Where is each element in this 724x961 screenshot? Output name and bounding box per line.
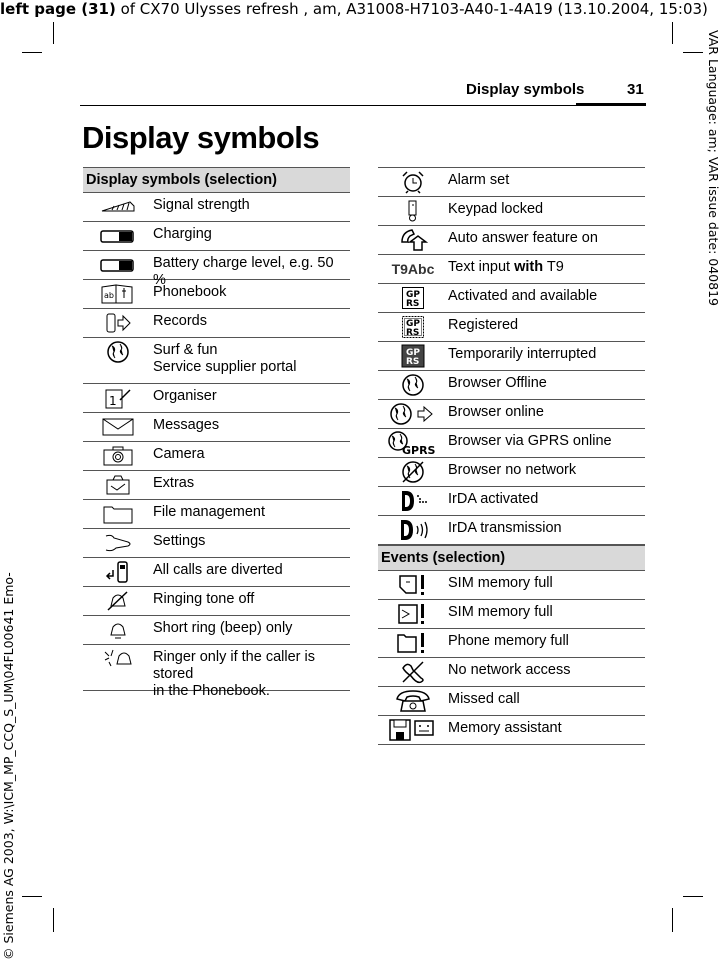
table-row: SIM memory full [378, 571, 645, 600]
folder-icon [83, 500, 153, 524]
table-row: Short ring (beep) only [83, 616, 350, 645]
table-row: Browser Offline [378, 371, 645, 400]
table-row: Surf & fun Service supplier portal [83, 338, 350, 384]
table-row: Battery charge level, e.g. 50 % [83, 251, 350, 280]
table-row: GPRS Browser via GPRS online [378, 429, 645, 458]
running-header-title: Display symbols [466, 81, 585, 98]
copyright-note: © Siemens AG 2003, W:\ICM_MP_CCQ_S_UM\04FL00641 Emo- [1, 572, 16, 960]
svg-text:ab: ab [104, 290, 114, 300]
globe-icon [83, 338, 153, 362]
table-row: Missed call [378, 687, 645, 716]
organiser-icon [83, 384, 153, 408]
svg-text:GP: GP [406, 347, 420, 358]
table-row: GP RS Registered [378, 313, 645, 342]
display-symbols-table-continued [378, 167, 645, 745]
table-row: IrDA activated [378, 487, 645, 516]
bell-short-icon [83, 616, 153, 640]
header-rule-accent [576, 103, 646, 106]
table-row: Extras [83, 471, 350, 500]
table-row: GP RS Activated and available [378, 284, 645, 313]
call-divert-icon [83, 558, 153, 582]
phonebook-icon [83, 280, 153, 304]
table-row: Auto answer feature on [378, 226, 645, 255]
table-row: Browser online [378, 400, 645, 429]
memory-assistant-icon [378, 716, 448, 740]
table-row: Keypad locked [378, 197, 645, 226]
charging-battery-icon [83, 222, 153, 246]
table-row: ab Phonebook [83, 280, 350, 309]
irda-activated-icon [378, 487, 448, 511]
table-row: All calls are diverted [83, 558, 350, 587]
page-title: Display symbols [82, 120, 320, 155]
crop-mark [672, 908, 673, 932]
camera-icon [83, 442, 153, 466]
table-row: No network access [378, 658, 645, 687]
table-row: File management [83, 500, 350, 529]
table-row: Signal strength [83, 193, 350, 222]
browser-no-network-icon [378, 458, 448, 482]
crop-mark [53, 908, 54, 932]
table-row: Ringer only if the caller is stored in the Phonebook. [83, 645, 350, 691]
table-row: Alarm set [378, 168, 645, 197]
document-ref: of CX70 Ulysses refresh , am, A31008-H7103-A40-1-4A19 (13.10.2004, 15:03) [115, 0, 708, 18]
crop-mark [22, 52, 42, 53]
language-note: VAR Language: am; VAR issue date: 040819 [706, 30, 721, 306]
table-row: T9Abc Text input with T9 [378, 255, 645, 284]
no-network-icon [378, 658, 448, 682]
missed-call-icon [378, 687, 448, 711]
gprs-interrupted-icon [378, 342, 448, 366]
signal-strength-icon [83, 193, 153, 217]
battery-level-icon [83, 251, 153, 275]
wrench-icon [83, 529, 153, 553]
t9-icon: T9Abc [391, 260, 435, 277]
svg-text:GP: GP [406, 318, 420, 329]
table-row: Camera [83, 442, 350, 471]
table-row: Browser no network [378, 458, 645, 487]
table-row: Ringing tone off [83, 587, 350, 616]
display-symbols-table [83, 167, 350, 699]
irda-transmission-icon [378, 516, 448, 540]
extras-icon [83, 471, 153, 495]
events-heading: Events (selection) [378, 545, 645, 571]
table-row: Phone memory full [378, 629, 645, 658]
table-row: Messages [83, 413, 350, 442]
bell-phonebook-icon [83, 645, 153, 669]
table-row: SIM memory full [378, 600, 645, 629]
header-rule [80, 105, 646, 106]
svg-text:GPRS: GPRS [402, 443, 436, 455]
svg-text:RS: RS [406, 298, 420, 309]
alarm-clock-icon [378, 168, 448, 192]
table-row: IrDA transmission [378, 516, 645, 545]
table-row: GP RS Temporarily interrupted [378, 342, 645, 371]
svg-text:RS: RS [406, 356, 420, 367]
browser-offline-icon [378, 371, 448, 395]
table-heading: Display symbols (selection) [83, 167, 350, 193]
crop-mark [22, 896, 42, 897]
table-row: Memory assistant [378, 716, 645, 745]
svg-text:GP: GP [406, 289, 420, 300]
crop-mark [672, 22, 673, 44]
records-icon [83, 309, 153, 333]
browser-online-icon [378, 400, 448, 424]
crop-mark [683, 896, 703, 897]
table-row: Records [83, 309, 350, 338]
table-row: Settings [83, 529, 350, 558]
crop-mark [53, 22, 54, 44]
auto-answer-icon [378, 226, 448, 250]
sim-message-full-icon [378, 600, 448, 624]
sim-full-icon [378, 571, 448, 595]
svg-text:RS: RS [406, 327, 420, 338]
table-row: 1 Organiser [83, 384, 350, 413]
svg-text:1: 1 [109, 393, 117, 408]
crop-mark [683, 52, 703, 53]
gprs-available-icon [378, 284, 448, 308]
browser-gprs-icon [378, 429, 448, 453]
page-ref: left page (31) [0, 0, 116, 18]
gprs-registered-icon [378, 313, 448, 337]
envelope-icon [83, 413, 153, 437]
phone-memory-full-icon [378, 629, 448, 653]
bell-off-icon [83, 587, 153, 611]
key-lock-icon [378, 197, 448, 221]
page-number: 31 [627, 81, 644, 98]
table-row: Charging [83, 222, 350, 251]
document-header-line [0, 0, 724, 18]
